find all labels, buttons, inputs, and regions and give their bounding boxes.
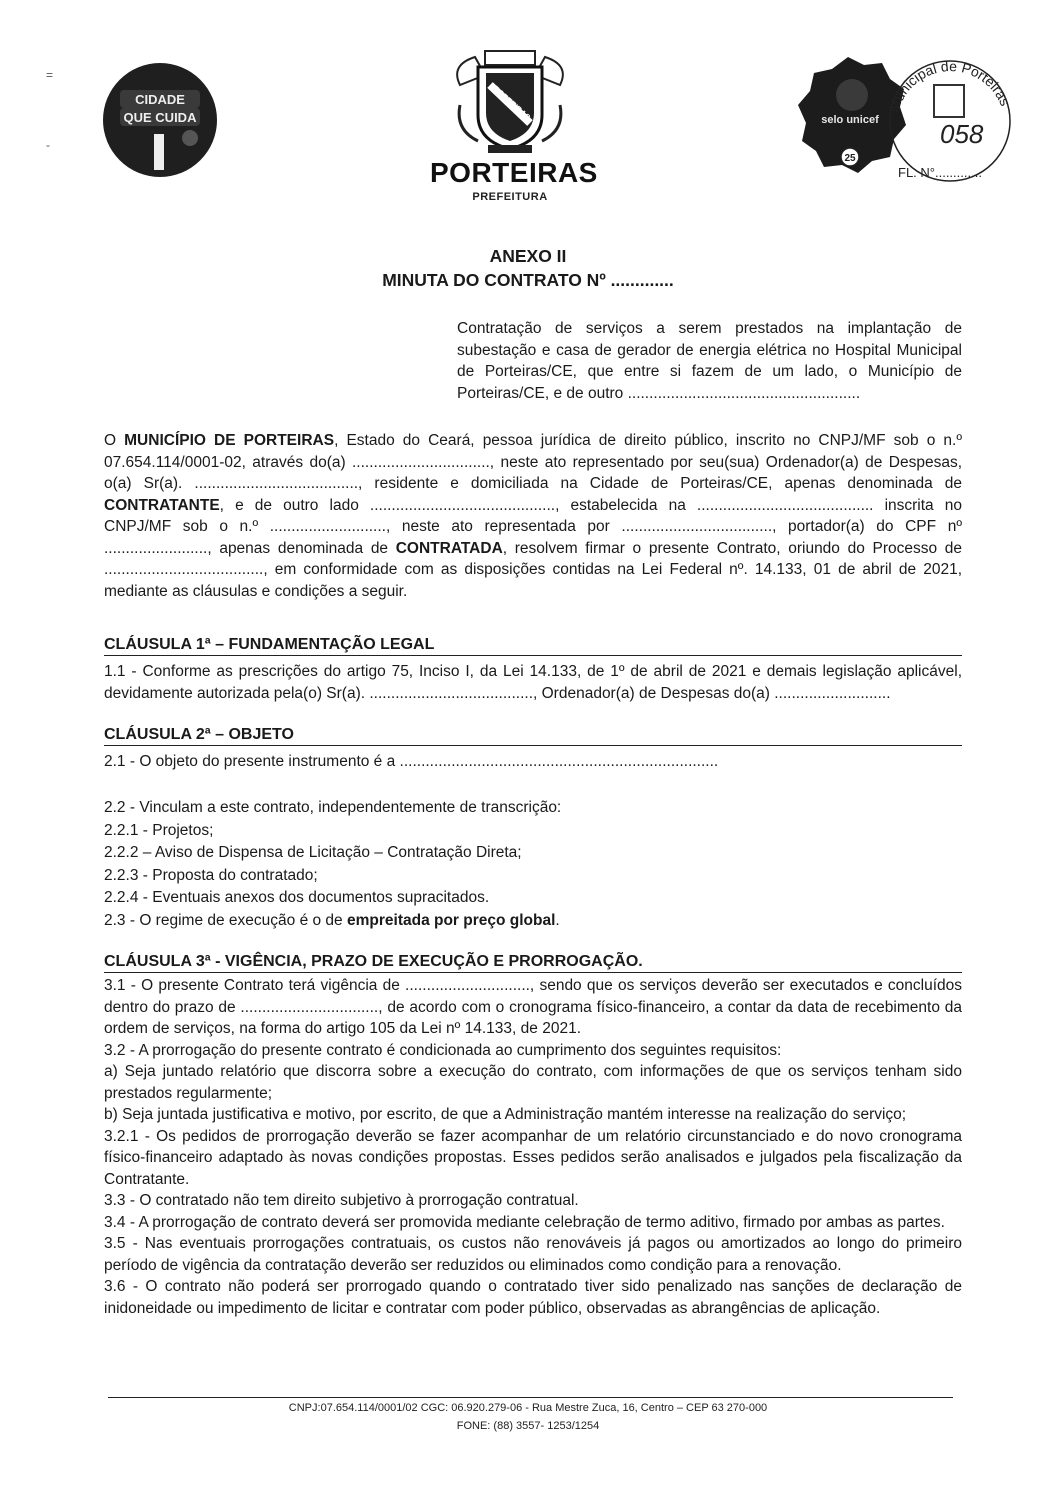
municipal-crest-icon — [430, 45, 590, 155]
margin-mark: - — [46, 138, 50, 152]
footer-phone: FONE: (88) 3557- 1253/1254 — [456, 1420, 600, 1432]
margin-mark: = — [46, 68, 54, 82]
unicef-seal-and-stamp — [790, 55, 1030, 185]
clause-3-paragraph: 3.6 - O contrato não poderá ser prorrogado quando o contratado tiver sido penalizado nas sanções de declaração de inidoneidade ou impedimento de licitar e contratar com poder público, observadas as abrangências de aplicação. — [104, 1278, 962, 1317]
clause-1-heading: CLÁUSULA 1ª – FUNDAMENTAÇÃO LEGAL — [104, 636, 962, 656]
cidade-que-cuida-logo — [100, 60, 220, 180]
clause-2-1: 2.1 - O objeto do presente instrumento é a .......................................................................... — [104, 753, 719, 770]
contract-draft-title: MINUTA DO CONTRATO Nº ............. — [382, 270, 674, 290]
svg-text:CIDADE: CIDADE — [135, 92, 185, 107]
svg-text:FL. N°.............: FL. N°............. — [898, 165, 982, 180]
clause-2-heading: CLÁUSULA 2ª – OBJETO — [104, 726, 962, 746]
prefeitura-brand — [430, 45, 598, 205]
brand-name: PORTEIRAS — [430, 157, 598, 188]
execution-regime: empreitada por preço global — [346, 911, 556, 929]
clause-3-paragraph: 3.4 - A prorrogação de contrato deverá ser promovida mediante celebração de termo aditivo, firmado por ambas as partes. — [104, 1213, 945, 1231]
preamble-municipality: MUNICÍPIO DE PORTEIRAS — [124, 432, 335, 449]
clause-3-paragraph: 3.2.1 - Os pedidos de prorrogação deverão se fazer acompanhar de um relatório circunstanciado e do novo cronograma físico-financeiro adaptado às novas condições propostas. Esses pedidos serão analisados e julgados pela fiscalização da Contratante. — [104, 1127, 962, 1188]
svg-text:25: 25 — [844, 153, 856, 164]
clause-3-paragraph: 3.1 - O presente Contrato terá vigência de ............................., sendo que os serviços deverão ser executados e concluídos dentro do prazo de ................................, de acordo com o cronograma físico-financeiro, a contar da data de recebimento da ordem de serviços, na forma do artigo 105 da Lei nº 14.133, de 2021. — [104, 977, 962, 1037]
preamble-text: , e de outro lado ..........................................., estabelecida na ......................................... inscrita no CNPJ/MF sob o n.º ..........................., neste ato representada por ..................................., portador(a) do CPF nº ........................, apenas denominada de — [104, 496, 962, 557]
clause-3-paragraph: 3.5 - Nas eventuais prorrogações contratuais, os custos não renováveis já pagos ou amortizados ao longo do primeiro período de vigência da contratação deverão ser reduzidos ou eliminados como condição para a renovação. — [104, 1235, 962, 1274]
svg-text:Municipal de Porteiras: Municipal de Porteiras — [885, 58, 1014, 114]
preamble-contratada: CONTRATADA — [395, 539, 503, 557]
list-item: 2.2.2 – Aviso de Dispensa de Licitação – Contratação Direta; — [104, 844, 522, 861]
clause-2-3-text: 2.3 - O regime de execução é o de — [104, 911, 347, 929]
list-item: 2.2 - Vinculam a este contrato, independentemente de transcrição: — [104, 799, 562, 816]
brand-subtitle: PREFEITURA — [472, 191, 548, 203]
svg-text:PORTEIRAS: PORTEIRAS — [491, 84, 533, 123]
clause-1-paragraph: 1.1 - Conforme as prescrições do artigo 75, Inciso I, da Lei 14.133, de 1º de abril de 2021 e demais legislação aplicável, devidamente autorizada pela(o) Sr(a). ......................................, Ordenador(a) de Despesas do(a) ........................... — [104, 663, 962, 702]
preamble-text: , Estado do Ceará, pessoa jurídica de direito público, inscrito no CNPJ/MF sob o n.º 07.654.114/0001-02, através do(a) ................................, neste ato representado por seu(sua) Ordenador(a) de Despesas, o(a) Sr(a). ......................................, residente e domiciliada na Cidade de Porteiras/CE, apenas denominada de — [104, 432, 962, 492]
list-item: 2.2.3 - Proposta do contratado; — [104, 866, 318, 884]
preamble-text: O — [104, 432, 125, 449]
list-item: 2.2.4 - Eventuais anexos dos documentos supracitados. — [104, 889, 490, 906]
clause-2-3 — [104, 910, 962, 933]
annex-title: ANEXO II — [489, 246, 567, 266]
clause-3-paragraph: 3.2 - A prorrogação do presente contrato é condicionada ao cumprimento dos seguintes requisitos: — [104, 1041, 782, 1059]
clause-3-paragraph: a) Seja juntado relatório que discorra sobre a execução do contrato, com informações de que os serviços tenham sido prestados regularmente; — [104, 1063, 962, 1102]
clause-2-2-list — [104, 797, 962, 932]
svg-text:058: 058 — [940, 119, 984, 149]
clause-2-3-end: . — [555, 911, 560, 929]
svg-text:selo unicef: selo unicef — [821, 114, 879, 126]
footer-address: CNPJ:07.654.114/0001/02 CGC: 06.920.279-06 - Rua Mestre Zuca, 16, Centro – CEP 63 270-000 — [288, 1402, 768, 1414]
clause-3-body — [104, 975, 962, 1319]
contract-summary: Contratação de serviços a serem prestados na implantação de subestação e casa de gerador de energia elétrica no Hospital Municipal de Porteiras/CE, que entre si fazem de um lado, o Município de Porteiras/CE, e de outro ...................................................... — [457, 320, 962, 402]
clause-3-paragraph: b) Seja juntada justificativa e motivo, por escrito, de que a Administração mantém interesse na realização do serviço; — [104, 1106, 907, 1123]
clause-3-heading: CLÁUSULA 3ª - VIGÊNCIA, PRAZO DE EXECUÇÃO E PRORROGAÇÃO. — [104, 953, 962, 973]
clause-3-paragraph: 3.3 - O contratado não tem direito subjetivo à prorrogação contratual. — [104, 1192, 579, 1209]
preamble-text: , resolvem firmar o presente Contrato, oriundo do Processo de ....................................., em conformidade com as disposições contidas na Lei Federal nº. 14.133, 01 de abril de 2021, mediante as cláusulas e condições a seguir. — [104, 539, 962, 600]
list-item: 2.2.1 - Projetos; — [104, 821, 214, 839]
contract-preamble — [104, 430, 962, 602]
svg-text:QUE CUIDA: QUE CUIDA — [123, 110, 197, 125]
footer-divider — [108, 1397, 953, 1398]
preamble-contratante: CONTRATANTE — [104, 496, 220, 514]
